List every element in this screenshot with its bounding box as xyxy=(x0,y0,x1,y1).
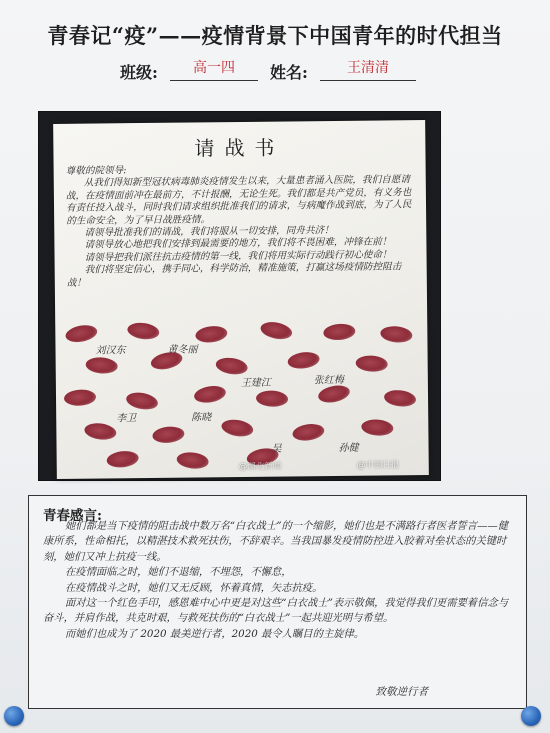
name-value: 王清清 xyxy=(320,56,416,81)
thumbprint xyxy=(126,321,160,341)
thumbprint xyxy=(85,356,118,374)
thumbprint xyxy=(220,418,254,439)
class-label: 班级: xyxy=(120,63,158,82)
thumbprint xyxy=(64,323,98,345)
thumbprint xyxy=(355,355,388,373)
essay-paragraph: 在疫情面临之时，她们不退缩，不埋怨，不懈怠， xyxy=(65,566,292,579)
thumbprint xyxy=(106,449,140,469)
thumbprint xyxy=(193,384,227,405)
class-value: 高一四 xyxy=(170,56,258,81)
thumbprint xyxy=(361,418,394,436)
signature: 张红梅 xyxy=(313,374,344,387)
poster-title: 青春记“疫”——疫情背景下中国青年的时代担当 xyxy=(47,23,503,48)
letter-title: 请战书 xyxy=(194,135,285,161)
signature: 王建江 xyxy=(240,377,271,390)
watermark-left: @湖北新闻 xyxy=(238,461,282,473)
essay-paragraph: 而她们也成为了 2020 最美逆行者，2020 最令人瞩目的主旋律。 xyxy=(65,627,365,640)
signature: 刘汉东 xyxy=(95,345,126,357)
thumbprint xyxy=(152,425,185,444)
letter-paragraph: 请领导把我们派往抗击疫情的第一线，我们将用实际行动践行初心使命！ xyxy=(84,249,392,264)
pushpin-icon xyxy=(4,706,24,726)
thumbprint xyxy=(259,320,294,342)
thumbprint xyxy=(83,421,117,441)
thumbprint xyxy=(380,325,413,344)
signature: 吴 xyxy=(271,443,282,455)
thumbprint xyxy=(287,350,321,370)
essay-signature: 致敬逆行者 xyxy=(375,686,428,698)
petition-letter xyxy=(53,120,429,479)
signature: 陈晓 xyxy=(191,412,212,424)
watermark-right: @中国日报 xyxy=(356,460,400,471)
thumbprint xyxy=(317,383,352,405)
signature: 黄冬丽 xyxy=(167,344,198,356)
pushpin-icon xyxy=(521,706,541,726)
thumbprint-area xyxy=(55,320,429,474)
thumbprint xyxy=(176,451,210,470)
letter-paragraph: 请领导放心地把我们安排到最需要的地方，我们将不畏困难，冲锋在前！ xyxy=(84,236,392,252)
essay-paragraph: 她们都是当下疫情的阻击战中数万名“白衣战士”的一个缩影，她们也是不满路行者医者誓言——健康所系，性命相托，以精湛技术救死扶伤，不辞艰辛。当我国暴发疫情防控进入胶着对垒状态的关键时刻，她们又冲上抗疫一线。 xyxy=(43,520,508,563)
letter-body xyxy=(66,162,417,290)
signature: 李卫 xyxy=(116,413,137,425)
thumbprint xyxy=(291,422,325,443)
essay-box xyxy=(28,495,527,709)
thumbprint xyxy=(383,389,417,408)
thumbprint xyxy=(195,325,229,345)
thumbprint xyxy=(256,390,289,407)
name-label: 姓名: xyxy=(270,63,308,82)
letter-paragraph: 请领导批准我们的请战，我们将服从一切安排，同舟共济！ xyxy=(84,225,334,239)
signature: 孙健 xyxy=(338,442,359,454)
essay-label: 青春感言: xyxy=(43,508,102,524)
essay-paragraph: 在疫情战斗之时，她们又无反顾，怀着真情，矢志抗疫。 xyxy=(65,581,323,594)
student-info-row xyxy=(120,60,480,84)
essay-body xyxy=(43,519,513,642)
letter-paragraph: 我们将坚定信心，携手同心，科学防治，精准施策，打赢这场疫情防控阻击战！ xyxy=(66,261,402,289)
essay-paragraph: 面对这一个红色手印，感恩难中心中更是对这些“白衣战士”表示敬佩，我觉得我们更需要着信念与奋斗，并肩作战，共克时艰，与救死扶伤的“白衣战士”一起共迎光明与希望。 xyxy=(43,597,508,625)
thumbprint xyxy=(323,323,356,342)
thumbprint xyxy=(64,389,97,407)
letter-paragraph: 从我们得知新型冠状病毒肺炎疫情发生以来，大量患者涌入医院，我们自愿请战，在疫情面前冲在最前方，不计报酬，无论生死。我们都是共产党员，有义务也有责任投入战斗，同时我们请求组织批准我们的请求，与病魔作战到底，为了人民的生命安全，为了早日战胜疫情。 xyxy=(65,174,412,227)
letter-salutation: 尊敬的院领导: xyxy=(65,165,127,177)
